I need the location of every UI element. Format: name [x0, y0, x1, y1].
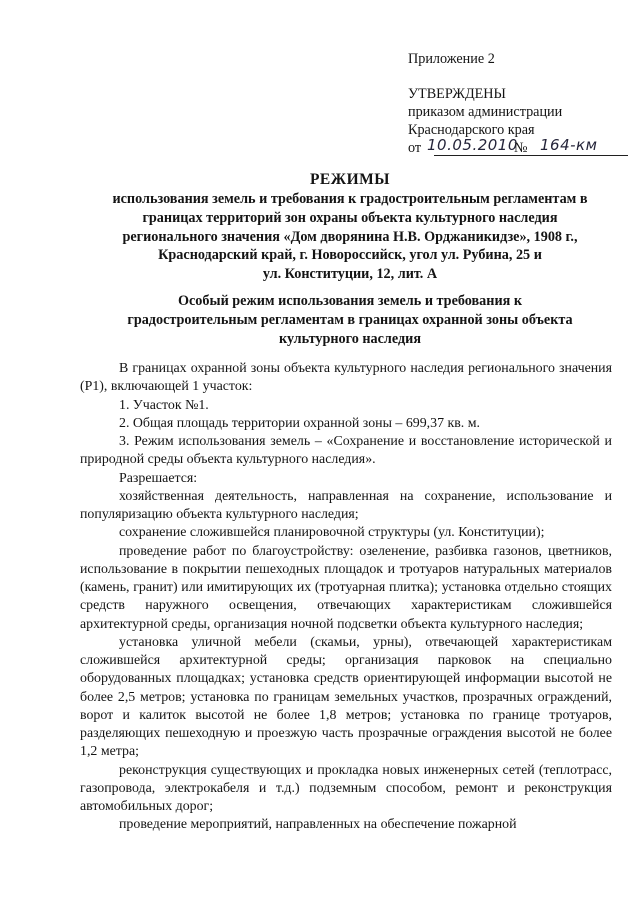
paragraph: 3. Режим использования земель – «Сохранение и восстановление исторической и природной среды объекта культурного наследия».	[80, 434, 612, 468]
approved-label: УТВЕРЖДЕНЫ	[408, 86, 506, 102]
document-body	[80, 360, 612, 835]
paragraph: Разрешается:	[119, 470, 198, 486]
appendix-label: Приложение 2	[408, 51, 495, 67]
approval-block	[408, 50, 636, 157]
section-title	[70, 292, 630, 349]
paragraph: проведение работ по благоустройству: озеленение, разбивка газонов, цветников, использование в покрытии пешеходных площадок и тротуаров натуральных материалов (камень, гранит) или имитирующих их (тротуарная плитка); установка отдельно стоящих средств наружного освещения, отвечающих характеристикам сложившейся архитектурной среды, организация ночной подсветки объекта культурного наследия;	[80, 543, 612, 632]
paragraph: установка уличной мебели (скамьи, урны), отвечающей характеристикам сложившейся архитектурной среды; организация парковок на специально оборудованных площадках; установка средств ориентирующей информации высотой не более 2,5 метров; установка по границам земельных участков, прозрачных ограждений, ворот и калиток высотой не более 1,8 метров; установка по границе тротуаров, разделяющих пешеходную и проезжую часть прозрачные ограждения высотой не более 1,2 метра;	[80, 634, 612, 760]
region-label: Краснодарского края	[408, 122, 535, 138]
title-description	[70, 190, 630, 284]
title-line: регионального значения «Дом дворянина Н.В. Орджаникидзе», 1908 г.,	[122, 228, 578, 245]
paragraph: сохранение сложившейся планировочной структуры (ул. Конституции);	[119, 525, 545, 541]
title-line: Краснодарский край, г. Новороссийск, угол ул. Рубина, 25 и	[158, 247, 542, 264]
handwritten-date: 10.05.2010	[427, 136, 518, 154]
number-sign: №	[514, 140, 528, 156]
paragraph: проведение мероприятий, направленных на обеспечение пожарной	[119, 817, 517, 833]
order-date-line	[408, 136, 636, 157]
signature-underline	[434, 155, 628, 156]
paragraph: В границах охранной зоны объекта культурного наследия регионального значения (Р1), включающей 1 участок:	[80, 361, 612, 395]
title-line: использования земель и требования к градостроительным регламентам в	[112, 191, 588, 207]
title-line: границах территорий зон охраны объекта культурного наследия	[142, 209, 558, 226]
handwritten-number: 164-км	[540, 136, 598, 154]
section-title-line: градостроительным регламентам в границах охранной зоны объекта	[127, 312, 573, 328]
order-label: приказом администрации	[408, 104, 563, 120]
title-line: ул. Конституции, 12, лит. А	[262, 266, 438, 283]
section-title-line: культурного наследия	[278, 331, 422, 347]
section-title-line: Особый режим использования земель и требования к	[177, 293, 523, 309]
paragraph: хозяйственная деятельность, направленная на сохранение, использование и популяризацию объекта культурного наследия;	[80, 488, 612, 522]
paragraph: 1. Участок №1.	[119, 397, 209, 413]
paragraph: 2. Общая площадь территории охранной зоны – 699,37 кв. м.	[119, 415, 481, 431]
date-prefix: от	[408, 140, 422, 156]
paragraph: реконструкция существующих и прокладка новых инженерных сетей (теплотрасс, газопровода, электрокабеля и т.д.) подземным способом, ремонт и реконструкция автомобильных дорог;	[80, 762, 612, 814]
document-title: РЕЖИМЫ	[309, 171, 391, 188]
